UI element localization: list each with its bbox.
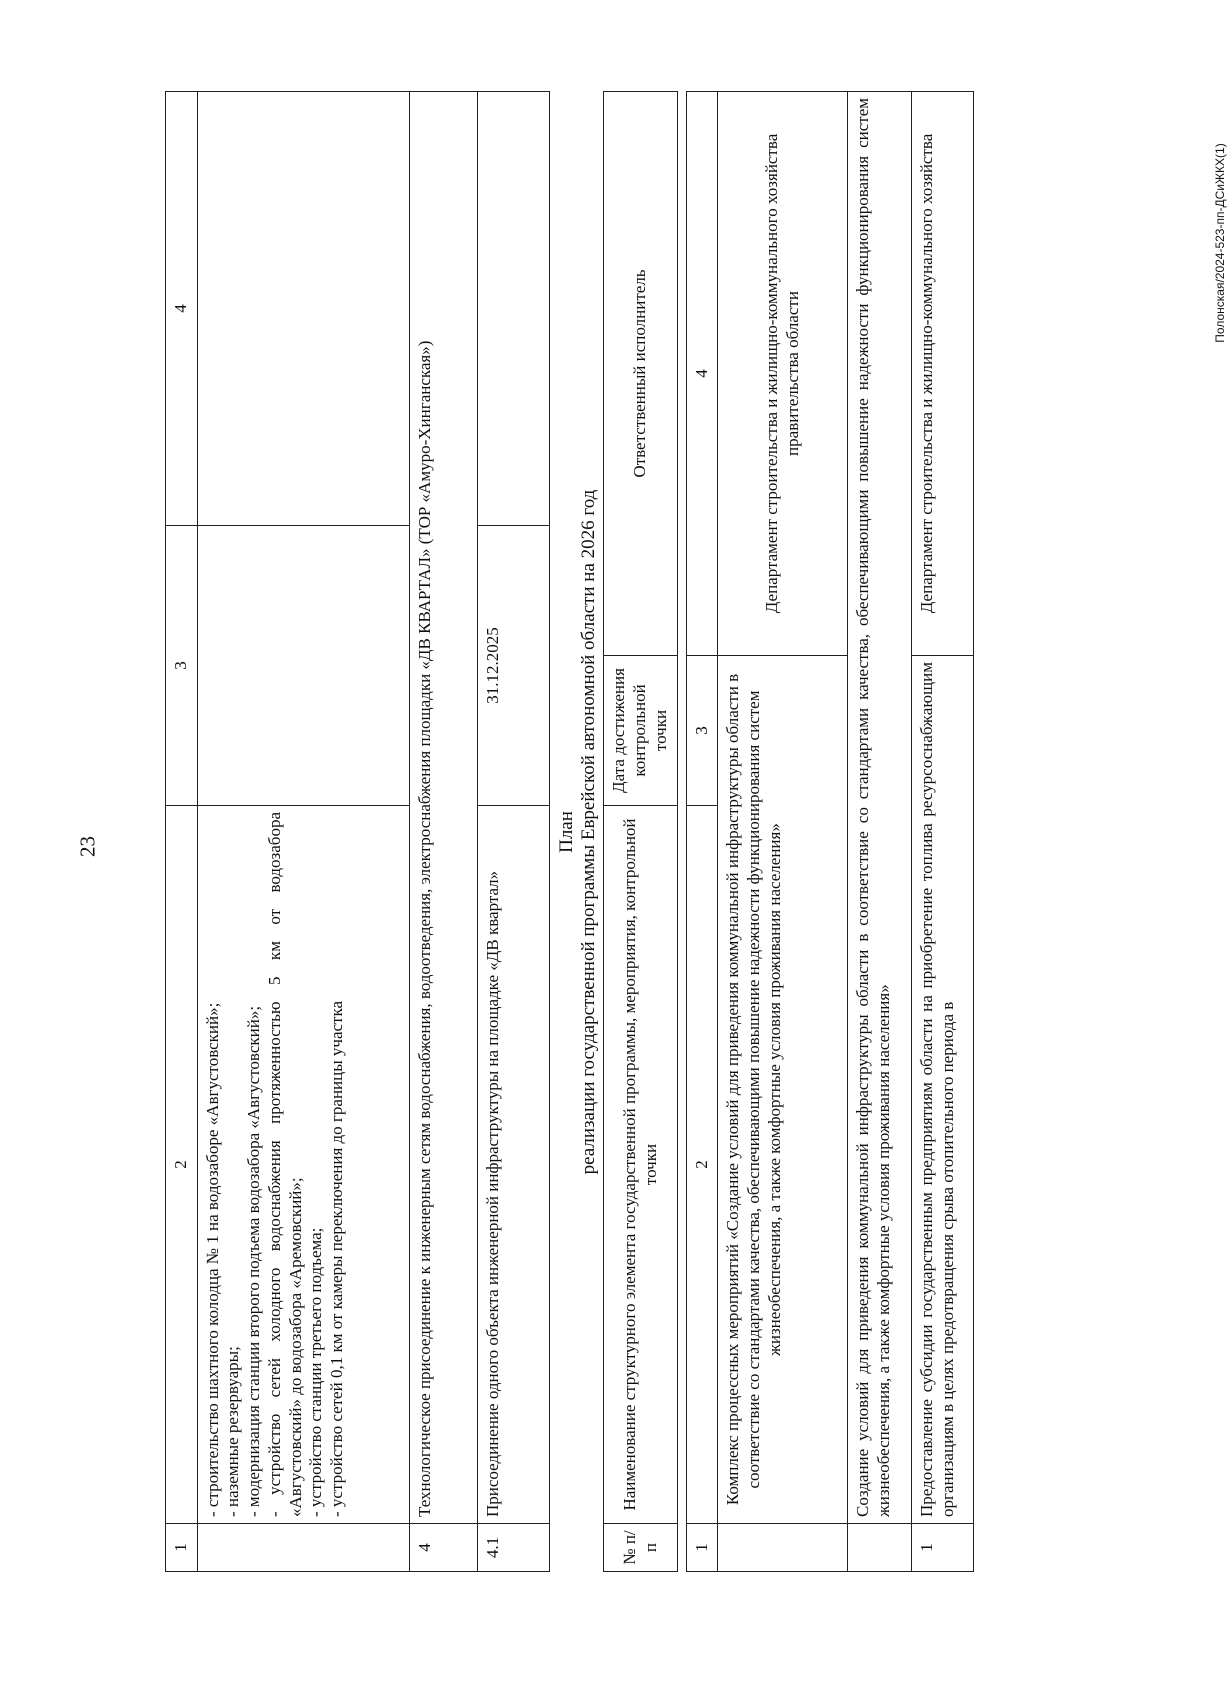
- header-executor: Ответственный исполнитель: [604, 92, 677, 656]
- plan-title-line1: План: [555, 811, 577, 853]
- header-name: Наименование структурного элемента государственной программы, мероприятия, контрольной точки: [604, 806, 677, 1524]
- col-number-2: 2: [166, 806, 198, 1524]
- goal-text: Создание условий для приведения коммунальной инфраструктуры области в соответствие со стандартами качества, обеспечивающими повышение надежности функционирования систем жизнеобеспечения, а также комфортные условия проживания населения»: [848, 92, 912, 1524]
- col-number-4: 4: [166, 92, 198, 526]
- table-row: [409, 92, 477, 1572]
- responsible-executor: Департамент строительства и жилищно-коммунального хозяйства правительства области: [718, 92, 848, 656]
- table-cell-empty: [718, 1524, 848, 1572]
- continuation-table: [165, 91, 550, 1572]
- page-number: 23: [75, 836, 100, 857]
- row-number: 4: [409, 1524, 477, 1572]
- col-number-1: 1: [166, 1524, 198, 1572]
- table-row: [848, 92, 912, 1572]
- column-number-row: [686, 92, 718, 1572]
- list-item: - устройство станции третьего подъема;: [306, 1227, 326, 1517]
- table-cell-empty: [477, 92, 549, 526]
- row-text: Присоединение одного объекта инженерной инфраструктуры на площадке «ДВ квартал»: [477, 806, 549, 1524]
- col-number-4: 4: [686, 92, 718, 656]
- row-text: Предоставление субсидии государственным предприятиям области на приобретение топлива ресурсоснабжающим организациям в целях предотвращения срыва отопительного периода в: [912, 656, 974, 1524]
- plan-header-row: [604, 92, 677, 1572]
- plan-title-line2: реализации государственной программы Еврейской автономной области на 2026 год: [577, 489, 599, 1175]
- complex-measures-title: Комплекс процессных мероприятий «Создание условий для приведения коммунальной инфраструктуры области в соответствие со стандартами качества, обеспечивающими повышение надежности функционирования систем жизнеобеспечения, а также комфортные условия проживания населения»: [718, 656, 848, 1524]
- construction-items-list: [197, 806, 409, 1524]
- document-footer-code: Полонская/2024-523-пп-ДСиЖКХ(1): [1213, 143, 1227, 343]
- row-number: 1: [912, 1524, 974, 1572]
- header-date: Дата достижения контрольной точки: [604, 656, 677, 806]
- col-number-1: 1: [686, 1524, 718, 1572]
- col-number-3: 3: [166, 526, 198, 806]
- table-row: [477, 92, 549, 1572]
- row-number: 4.1: [477, 1524, 549, 1572]
- table-cell-empty: [197, 1524, 409, 1572]
- table-cell-empty: [197, 92, 409, 526]
- plan-table: [603, 91, 677, 1572]
- plan-title: [556, 92, 600, 1572]
- list-item: - наземные резервуары;: [223, 1346, 243, 1517]
- list-item: - устройство сетей холодного водоснабжения протяженностью 5 км от водозабора «Августовский» до водозабора «Аремовский»;: [264, 812, 305, 1517]
- col-number-3: 3: [686, 656, 718, 806]
- responsible-executor: Департамент строительства и жилищно-коммунального хозяйства: [912, 92, 974, 656]
- row-text: Технологическое присоединение к инженерным сетям водоснабжения, водоотведения, электроснабжения площадки «ДВ КВАРТАЛ» (ТОР «Амуро-Хинганская»): [409, 92, 477, 1524]
- table-row: [718, 92, 848, 1572]
- list-item: - устройство сетей 0,1 км от камеры переключения до границы участка: [327, 1000, 347, 1517]
- list-item: - модернизация станции второго подъема водозабора «Августовский»;: [244, 1005, 264, 1517]
- list-item: - строительство шахтного колодца № 1 на водозаборе «Августовский»;: [202, 1002, 222, 1517]
- table-header-row: [166, 92, 198, 1572]
- header-number: № п/п: [604, 1524, 677, 1572]
- plan-table-body: [686, 91, 975, 1572]
- control-point-date: 31.12.2025: [477, 526, 549, 806]
- table-cell-empty: [197, 526, 409, 806]
- rotated-page-content: [165, 92, 1050, 1572]
- col-number-2: 2: [686, 806, 718, 1524]
- table-row: [912, 92, 974, 1572]
- table-cell-empty: [848, 1524, 912, 1572]
- table-row: [197, 92, 409, 1572]
